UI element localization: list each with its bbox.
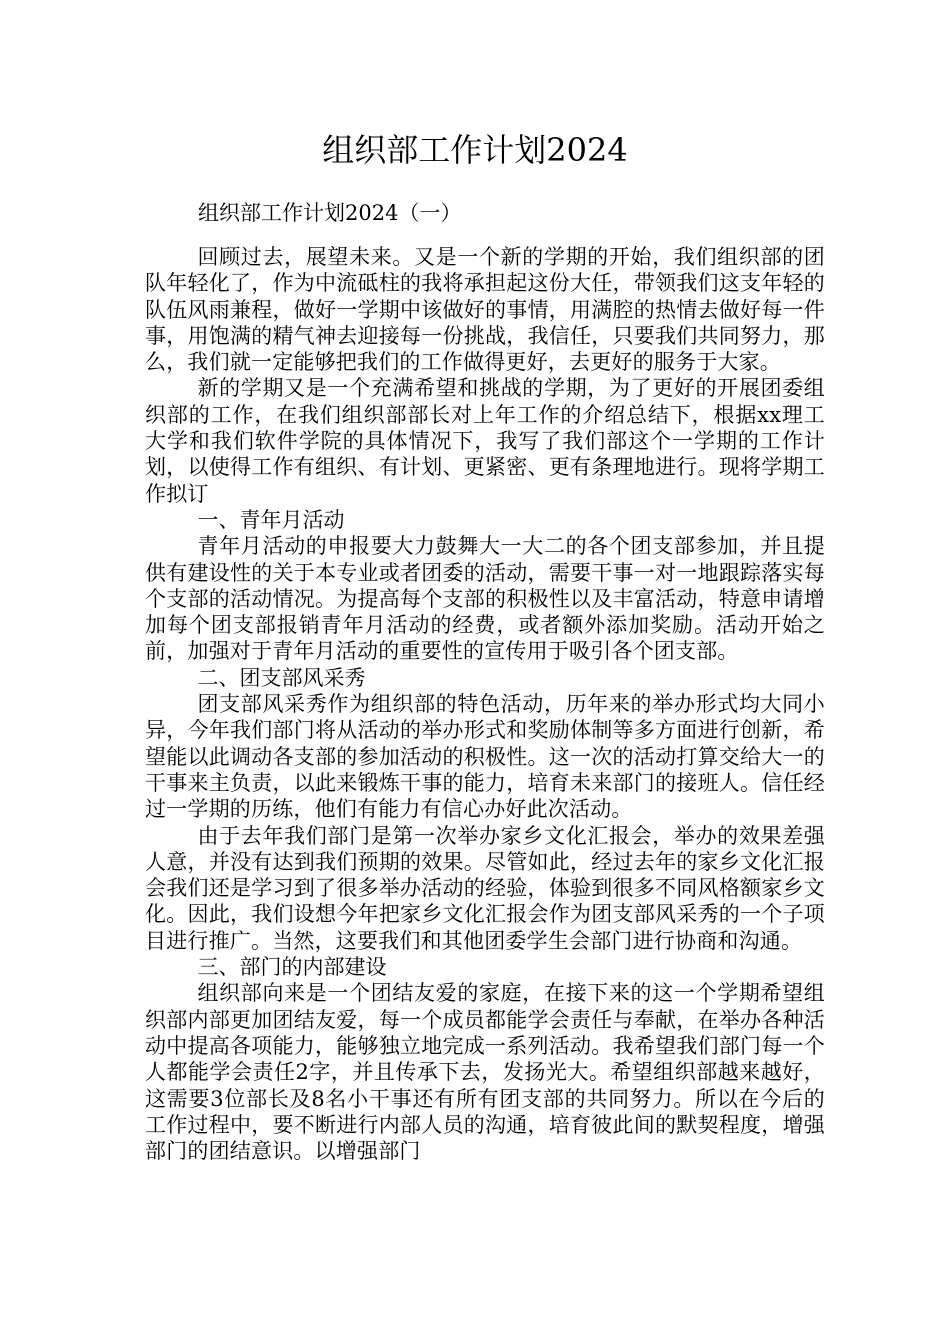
- paragraph-internal-building: 组织部向来是一个团结友爱的家庭，在接下来的这一个学期希望组织部内部更加团结友爱，每一个成员都能学会责任与奉献，在举办各种活动中提高各项能力，能够独立地完成一系列活动。我希望我们部门每一个人都能学会责任2字，并且传承下去，发扬光大。希望组织部越来越好，这需要3位部长及8名小干事还有所有团支部的共同努力。所以在今后的工作过程中，要不断进行内部人员的沟通，培育彼此间的默契程度，增强部门的团结意识。以增强部门: [145, 981, 825, 1164]
- paragraph-intro: 回顾过去，展望未来。又是一个新的学期的开始，我们组织部的团队年轻化了，作为中流砥柱的我将承担起这份大任，带领我们这支年轻的队伍风雨兼程，做好一学期中该做好的事情，用满腔的热情去做好每一件事，用饱满的精气神去迎接每一份挑战，我信任，只要我们共同努力，那么，我们就一定能够把我们的工作做得更好，去更好的服务于大家。: [145, 245, 825, 375]
- document-body: [145, 244, 825, 1164]
- section-heading-internal-building: 三、部门的内部建设: [197, 955, 387, 980]
- paragraph-plan-overview: 新的学期又是一个充满希望和挑战的学期，为了更好的开展团委组织部的工作，在我们组织部部长对上年工作的介绍总结下，根据xx理工大学和我们软件学院的具体情况下，我写了我们部这个一学期的工作计划，以使得工作有组织、有计划、更紧密、更有条理地进行。现将学期工作拟订: [145, 376, 825, 506]
- paragraph-branch-showcase: 团支部风采秀作为组织部的特色活动，历年来的举办形式均大同小异，今年我们部门将从活动的举办形式和奖励体制等多方面进行创新，希望能以此调动各支部的参加活动的积极性。这一次的活动打算交给大一的干事来主负责，以此来锻炼干事的能力，培育未来部门的接班人。信任经过一学期的历练，他们有能力有信心办好此次活动。: [145, 692, 825, 822]
- document-title: 组织部工作计划2024: [322, 131, 628, 169]
- section-heading-branch-showcase: 二、团支部风采秀: [197, 665, 366, 690]
- paragraph-youth-month: 青年月活动的申报要大力鼓舞大一大二的各个团支部参加，并且提供有建设性的关于本专业或者团委的活动，需要干事一对一地跟踪落实每个支部的活动情况。为提高每个支部的积极性以及丰富活动，特意申请增加每个团支部报销青年月活动的经费，或者额外添加奖励。活动开始之前，加强对于青年月活动的重要性的宣传用于吸引各个团支部。: [145, 534, 825, 664]
- document-subtitle: 组织部工作计划2024（一）: [198, 201, 462, 225]
- section-heading-youth-month: 一、青年月活动: [197, 507, 345, 532]
- paragraph-hometown-culture: 由于去年我们部门是第一次举办家乡文化汇报会，举办的效果差强人意，并没有达到我们预期的效果。尽管如此，经过去年的家乡文化汇报会我们还是学习到了很多举办活动的经验，体验到很多不同风格额家乡文化。因此，我们设想今年把家乡文化汇报会作为团支部风采秀的一个子项目进行推广。当然，这要我们和其他团委学生会部门进行协商和沟通。: [145, 823, 825, 953]
